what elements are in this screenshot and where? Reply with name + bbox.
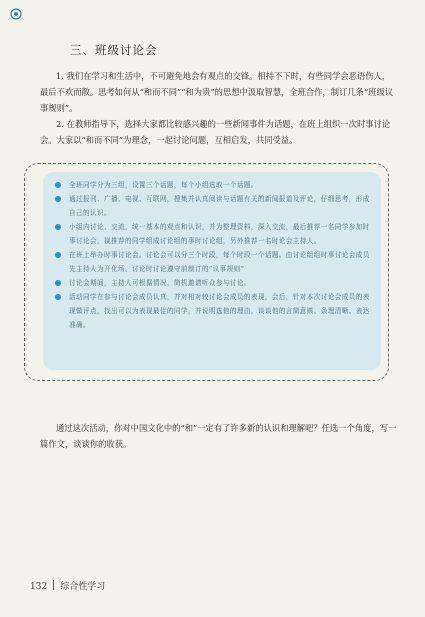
activity-step <box>55 290 373 332</box>
page-footer <box>30 579 105 592</box>
paragraph-1: 1. 我们在学习和生活中，不可避免地会有观点的交锋。相持不下时，有些同学会恶语伤人，最后不欢而散。思考如何从“和而不同”“和为贵”的思想中汲取智慧，全班合作，制订几条“班级议事规则”。 <box>40 71 394 113</box>
activity-step <box>55 220 373 248</box>
bullet-icon <box>55 280 61 286</box>
page-corner-icon <box>10 8 22 20</box>
activity-step-text: 通过报刊、广播、电视、互联网，搜集并认真阅读与话题有关的新闻报道及评论，仔细思考，形成自己的认识。 <box>69 195 370 217</box>
bullet-icon <box>55 196 61 202</box>
activity-step-text: 全班同学分为三组，设置三个话题，每个小组选取一个话题。 <box>69 181 258 189</box>
activity-step-text: 活动同学在参与讨论会成员认真，并对相对较讨论会成员的表现，会后，针对本次讨论会成员的表现做评点，找出可以为表现最佳的同学，并说明选他的理由，谈谈他的言简意赅、条理清晰、表达准确。 <box>69 293 370 329</box>
activity-step-text: 在班上举办时事讨论会。讨论会可以分三个时段，每个时段一个话题。由讨论组组时事讨论会成员先主持人为开化场。讨论时讨论遵守前制订的“议事规则” <box>69 251 370 273</box>
activity-steps-list <box>43 172 381 332</box>
footer-divider <box>53 580 54 590</box>
activity-step <box>55 248 373 276</box>
activity-step-text: 小组内讨论、交流，统一基本的观点和认识，并为整理资料，深入交流，最后推荐一名同学参加时事讨论会，视推荐的同学组成讨论组的事时讨论组，另外推荐一名时论会主持人。 <box>69 223 370 245</box>
paragraph-2: 2. 在教师指导下，选择大家都比较感兴趣的一些新闻事件为话题，在班上组织一次时事讨论会。大家以“和而不同”为理念，一起讨论问题，互相启发，共同受益。 <box>40 119 391 145</box>
activity-step <box>55 178 373 192</box>
paragraph-3: 通过这次活动，你对中国文化中的“和”一定有了许多新的认识和理解吧？任选一个角度，写一篇作文，谈谈你的收获。 <box>40 423 397 449</box>
page-number: 132 <box>30 582 48 592</box>
activity-step <box>55 192 373 220</box>
footer-section: 综合性学习 <box>60 582 106 592</box>
activity-box <box>24 163 389 381</box>
bullet-icon <box>55 294 61 300</box>
bullet-icon <box>55 252 61 258</box>
bullet-icon <box>55 224 61 230</box>
bullet-icon <box>55 182 61 188</box>
activity-box-background <box>43 172 381 370</box>
activity-step <box>55 276 373 290</box>
section-title: 三、班级讨论会 <box>70 43 158 57</box>
activity-step-text: 讨论会期间，主持人可根据情况，简机邀请听众参与讨论。 <box>69 279 251 287</box>
